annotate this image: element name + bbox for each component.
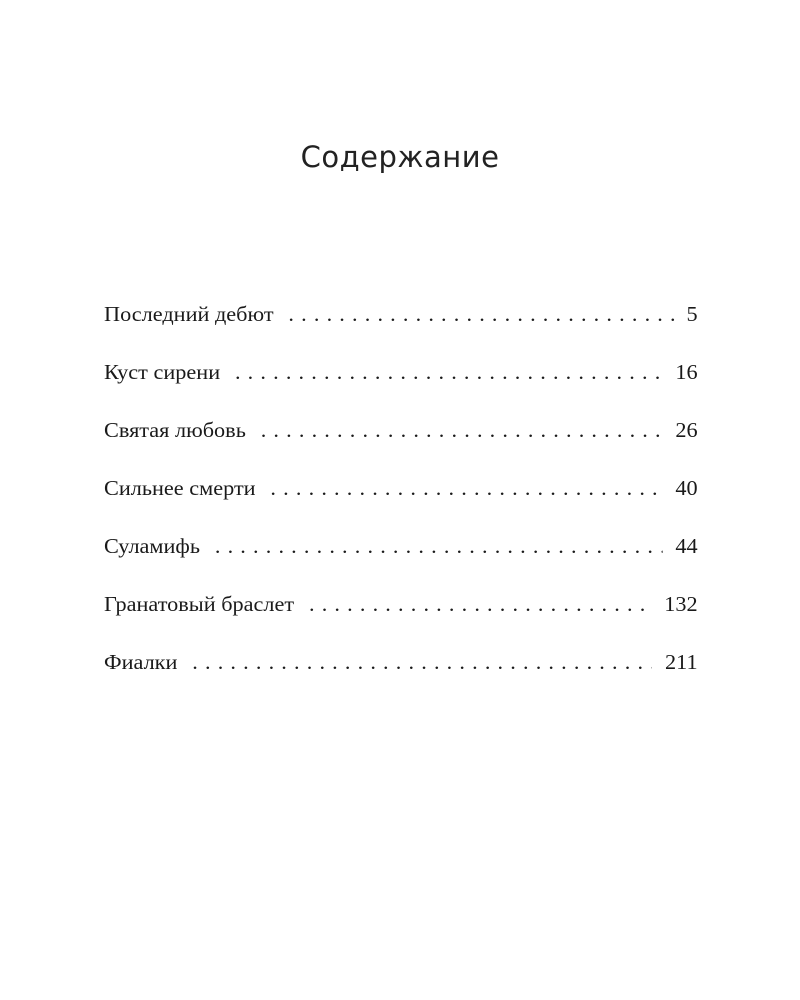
toc-entry-page: 16 xyxy=(675,360,698,384)
toc-entry-page: 44 xyxy=(675,534,698,558)
toc-entry-page: 132 xyxy=(664,592,698,616)
toc-entry-page: 40 xyxy=(675,476,698,500)
toc-entry-title: Фиалки xyxy=(104,650,178,674)
toc-entry xyxy=(104,416,698,474)
dot-leader xyxy=(235,358,663,386)
toc-entry-title: Гранатовый браслет xyxy=(104,592,295,616)
toc-entry-page: 5 xyxy=(686,302,698,326)
table-of-contents xyxy=(104,300,698,706)
dot-leader xyxy=(261,416,663,444)
page-title: Содержание xyxy=(300,140,500,174)
dot-leader xyxy=(270,474,662,502)
dot-leader xyxy=(309,590,652,618)
dot-leader xyxy=(288,300,673,328)
toc-entry xyxy=(104,300,698,358)
toc-entry-title: Святая любовь xyxy=(104,418,246,442)
toc-entry xyxy=(104,358,698,416)
toc-entry-title: Суламифь xyxy=(104,534,201,558)
toc-entry xyxy=(104,474,698,532)
toc-entry-title: Последний дебют xyxy=(104,302,274,326)
toc-entry xyxy=(104,648,698,706)
toc-entry-title: Сильнее смерти xyxy=(104,476,256,500)
toc-entry-page: 26 xyxy=(675,418,698,442)
dot-leader xyxy=(215,532,663,560)
toc-entry xyxy=(104,590,698,648)
toc-entry-title: Куст сирени xyxy=(104,360,221,384)
toc-entry xyxy=(104,532,698,590)
dot-leader xyxy=(192,648,652,676)
toc-entry-page: 211 xyxy=(665,650,698,674)
